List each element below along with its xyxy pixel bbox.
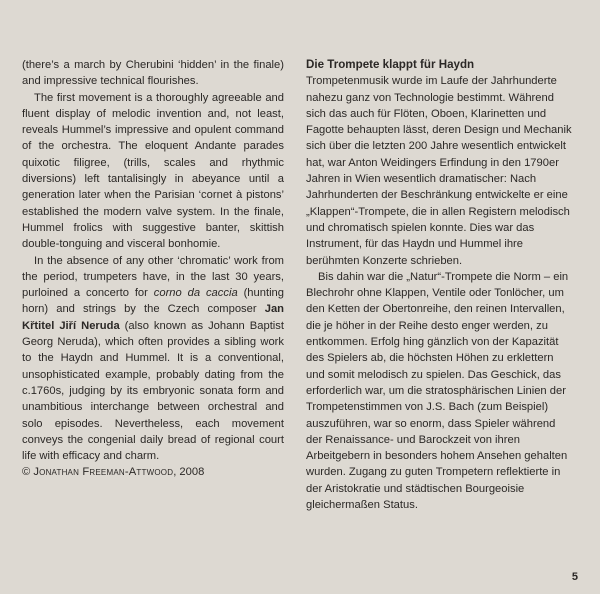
paragraph-continued: (there’s a march by Cherubini ‘hidden’ in the finale) and impressive technical flourishes. bbox=[22, 59, 284, 88]
section-heading: Die Trompete klappt für Haydn bbox=[306, 58, 475, 71]
copyright-year: , 2008 bbox=[173, 466, 205, 479]
english-column bbox=[22, 57, 284, 481]
paragraph-neruda-text-a: In the absence of any other ‘chromatic’ work from the period, trumpeters have, in the last 30 years, purloined a concerto for bbox=[22, 254, 284, 300]
paragraph-neruda-text-c: (also known as Johann Baptist Georg Neruda), which often provides a sibling work to the Haydn and Hummel. It is a conventional, unsophisticated example, probably dating from the c.1760s, judging by its embryonic sonata form and unambitious interchange between orchestral and solo episodes. Nevertheless, each movement conveys the congenial daily bread of regional court life with efficacy and charm. bbox=[22, 319, 284, 463]
corno-da-caccia-term: corno da caccia bbox=[153, 287, 238, 300]
page-number: 5 bbox=[571, 571, 578, 583]
paragraph-neruda-text-b: (hunting horn) and strings by the Czech composer bbox=[22, 287, 285, 316]
composer-name: Jan Křtitel Jiří Neruda bbox=[22, 303, 284, 332]
author-name: Jonathan Freeman-Attwood bbox=[33, 466, 174, 479]
copyright-line bbox=[22, 464, 284, 480]
copyright-symbol: © bbox=[22, 466, 31, 479]
paragraph-trompetenmusik: Trompetenmusik wurde im Laufe der Jahrhunderte nahezu ganz von Technologie bestimmt. Während sich das auch für Flöten, Oboen, Klarinetten und Fagotte behaupten lässt, deren Design und Mechanik sich über die letzten 200 Jahre wesentlich entwickelt hat, war Anton Weidingers Erfindung in den 1790er Jahren in Wien wesentlich dramatischer: Nach Jahrhunderten der Beschränkung entwickelte er eine „Klappen“-Trompete, die in allen Registern melodisch und chromatisch spielen konnte. Dies war das Instrument, für das Haydn und Hummel ihre berühmten Konzerte schrieben. bbox=[306, 75, 572, 267]
paragraph-neruda bbox=[22, 253, 284, 465]
paragraph-first-movement: The first movement is a thoroughly agreeable and fluent display of melodic invention and, not least, reveals Hummel’s impressive and opulent command of the orchestra. The eloquent Andante parades quixotic filigree, (trills, scales and rhythmic diversions) left tantalisingly in abeyance until a generation later when the Parisian ‘cornet à pistons’ established the modern valve system. In the finale, Hummel frolics with suggestive banter, skittish double-tonguing and visceral bonhomie. bbox=[22, 91, 284, 251]
german-column bbox=[306, 57, 572, 513]
paragraph-naturtrompete: Bis dahin war die „Natur“-Trompete die Norm – ein Blechrohr ohne Klappen, Ventile oder Tonlöcher, um den Ketten der Obertonreihe, den reinen Intervallen, die je höher in der Reihe desto enger werden, zu entkommen. Erfolg hing gänzlich von der Kapazität des Spielers ab, die höchsten Höhen zu erklettern und somit melodisch zu spielen. Das Geschick, das erforderlich war, um die stratosphärischen Linien der Trompetenstimmen von J.S. Bach (zum Beispiel) auszuführen, war so enorm, dass Spieler während der Renaissance- und Barockzeit von ihren Arbeitgebern in besonders hohem Ansehen gehalten wurden. Zugang zu guten Trompetern reflektierte in der Aristokratie und städtischen Bourgeoisie gleichermaßen Status. bbox=[306, 270, 569, 512]
